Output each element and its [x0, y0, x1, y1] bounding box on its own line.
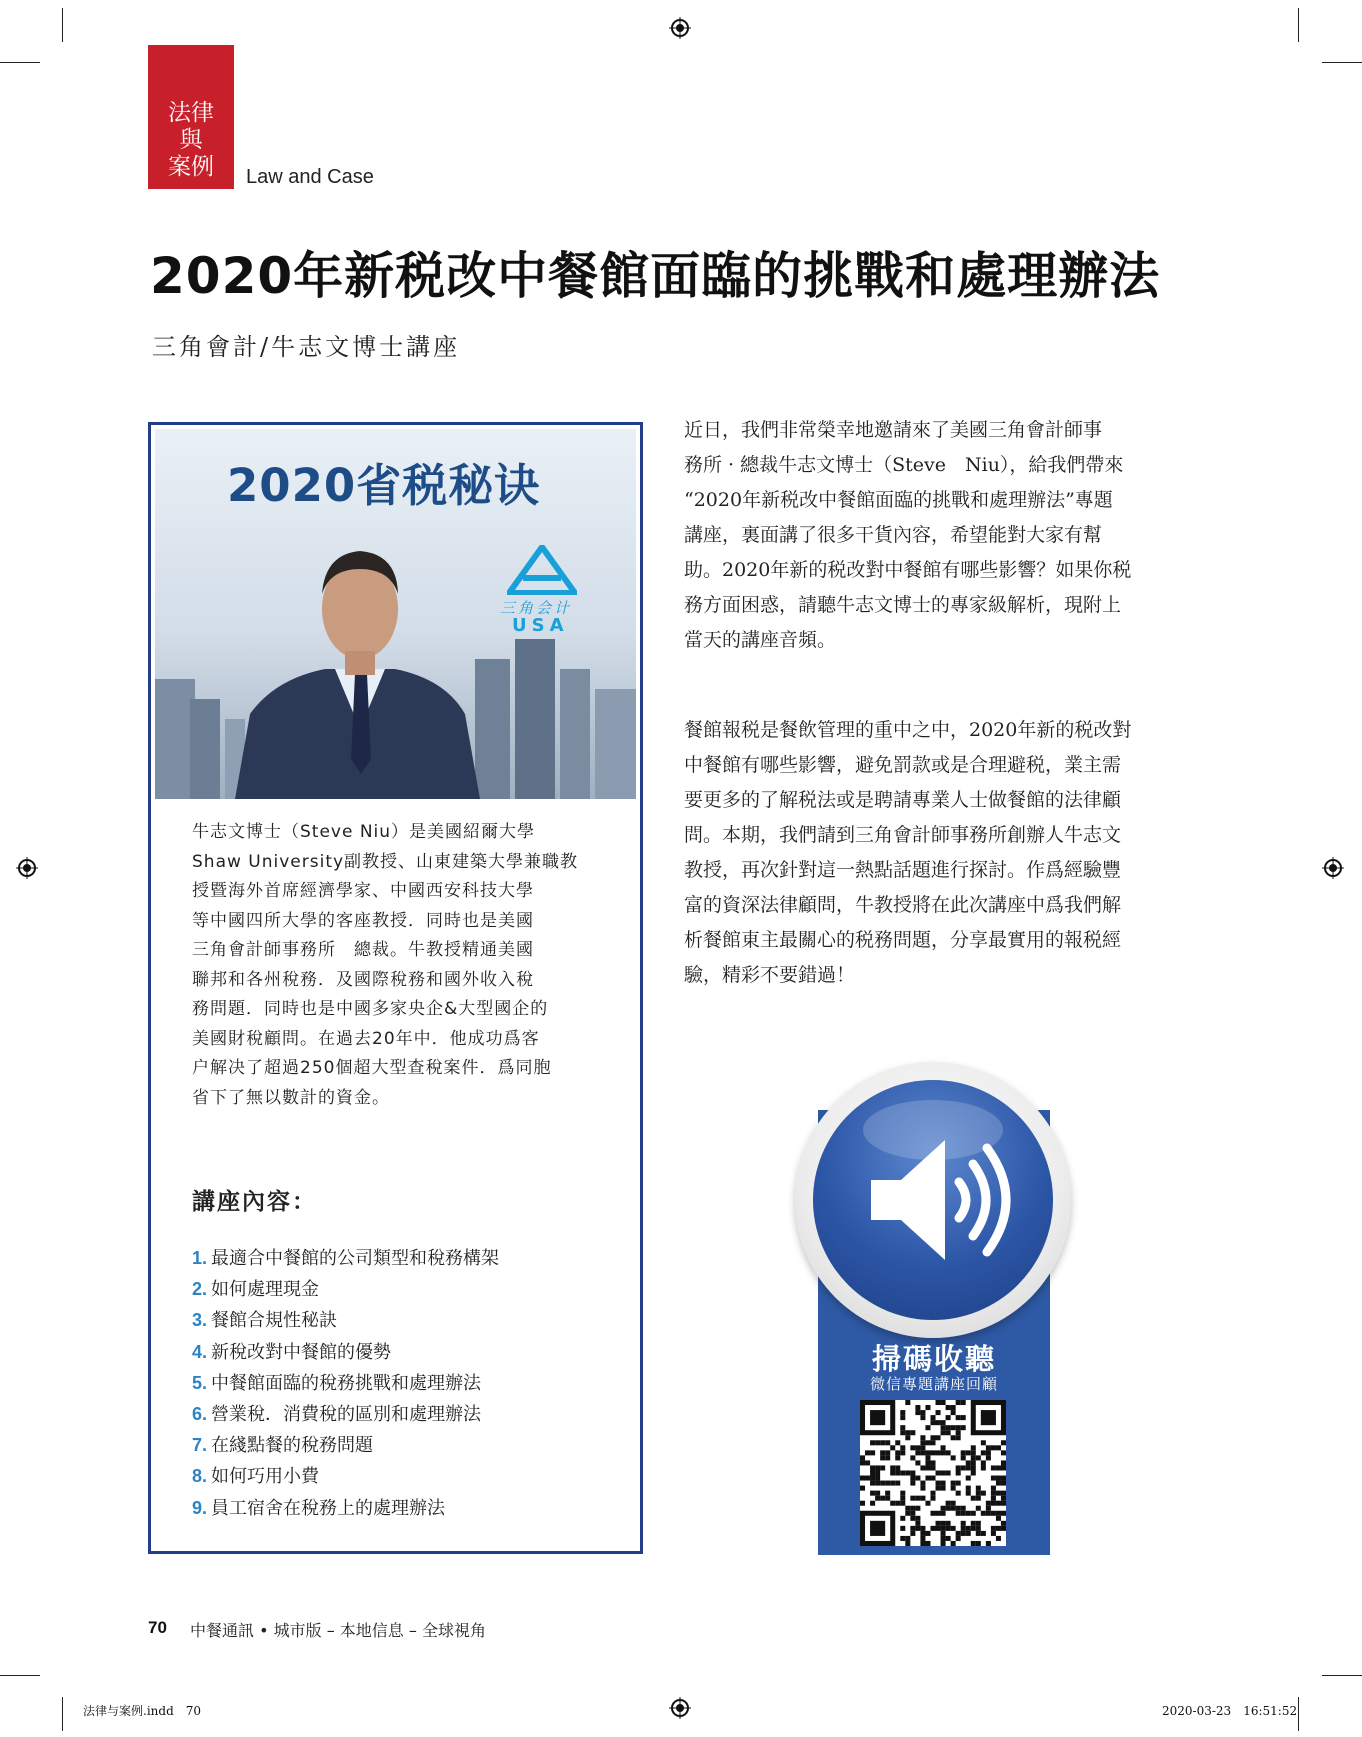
- section-tag-line: 案例: [168, 154, 214, 180]
- page-number: 70: [148, 1618, 167, 1637]
- topic-text: 餐館合規性秘訣: [211, 1310, 338, 1332]
- print-slug-file: 法律与案例.indd 70: [83, 1704, 202, 1718]
- speaker-icon: [813, 1080, 1053, 1320]
- bio-line: 户解决了超過250個超大型查稅案件．爲同胞: [192, 1058, 552, 1078]
- bio-line: Shaw University副教授、山東建築大學兼職教: [192, 851, 579, 872]
- bio-line: 三角會計師事務所 總裁。牛教授精通美國: [192, 940, 534, 960]
- topic-text: 如何巧用小費: [211, 1466, 320, 1488]
- intro-line: 務方面困惑，請聽牛志文博士的專家級解析，現附上: [684, 594, 1122, 616]
- topic-number: 2.: [192, 1279, 208, 1300]
- list-item: [192, 1431, 499, 1462]
- section-tag-line: 與: [179, 127, 203, 153]
- topic-number: 1.: [192, 1248, 208, 1268]
- topic-number: 5.: [192, 1372, 208, 1393]
- intro-line: 近日，我們非常榮幸地邀請來了美國三角會計師事: [684, 419, 1103, 441]
- section-tag: [148, 45, 234, 189]
- list-item: [192, 1275, 499, 1306]
- speaker-photo: [155, 429, 636, 799]
- article-headline: 2020年新税改中餐館面臨的挑戰和處理辦法: [150, 247, 1161, 305]
- lecture-topic-list: [192, 1244, 499, 1525]
- bio-line: 務問題．同時也是中國多家央企&大型國企的: [192, 999, 549, 1019]
- crop-mark: [0, 62, 40, 63]
- print-slug-timestamp: 2020-03-23 16:51:52: [1162, 1704, 1298, 1718]
- intro-line: 問。本期，我們請到三角會計師事務所創辦人牛志文: [684, 824, 1122, 846]
- bio-line: 美國財稅顧問。在過去20年中．他成功爲客: [192, 1028, 540, 1049]
- intro-line: 驗，精彩不要錯過！: [684, 964, 856, 986]
- topic-text: 員工宿舍在稅務上的處理辦法: [211, 1497, 446, 1519]
- registration-mark-icon: [16, 857, 38, 879]
- list-item: [192, 1400, 499, 1431]
- registration-mark-icon: [1322, 857, 1344, 879]
- list-item: [192, 1338, 499, 1369]
- topic-text: 新稅改對中餐館的優勢: [211, 1341, 392, 1363]
- audio-badge-inner[interactable]: [813, 1080, 1053, 1320]
- registration-mark-icon: [669, 1697, 691, 1719]
- intro-line: 當天的講座音頻。: [684, 629, 837, 651]
- crop-mark: [62, 1697, 63, 1731]
- list-item: [192, 1306, 499, 1337]
- section-english-label: Law and Case: [246, 166, 374, 188]
- list-item: [192, 1369, 499, 1400]
- list-item: [192, 1462, 499, 1493]
- intro-line: 務所 · 總裁牛志文博士（Steve Niu），給我們帶來: [684, 454, 1124, 476]
- speaker-bio: [192, 818, 612, 1113]
- topic-text: 在綫點餐的稅務問題: [211, 1435, 374, 1457]
- list-item: [192, 1244, 499, 1275]
- intro-line: 要更多的了解税法或是聘請專業人士做餐館的法律顧: [684, 789, 1122, 811]
- intro-line: 富的資深法律顧問，牛教授將在此次講座中爲我們解: [684, 894, 1122, 916]
- intro-line: 助。2020年新的税改對中餐館有哪些影響？如果你税: [684, 559, 1132, 581]
- photo-title: 2020省税秘诀: [227, 459, 541, 512]
- crop-mark: [1322, 62, 1362, 63]
- bio-line: 省下了無以數計的資金。: [192, 1087, 390, 1108]
- bio-line: 牛志文博士（Steve Niu）是美國紹爾大學: [192, 822, 536, 842]
- intro-paragraph-2: [684, 713, 1184, 993]
- qr-code-icon: [860, 1400, 1006, 1546]
- crop-mark: [1322, 1675, 1362, 1676]
- firm-logo-cn: 三角会计: [500, 599, 573, 617]
- intro-line: 講座，裏面講了很多干貨內容，希望能對大家有幫: [684, 524, 1103, 546]
- bio-line: 等中國四所大學的客座教授．同時也是美國: [192, 910, 534, 931]
- topic-text: 營業稅．消費稅的區別和處理辦法: [211, 1403, 482, 1425]
- topic-text: 如何處理現金: [211, 1279, 320, 1301]
- topic-text: 中餐館面臨的稅務挑戰和處理辦法: [211, 1372, 482, 1394]
- intro-paragraph-1: [684, 413, 1184, 658]
- firm-logo-icon: [507, 545, 577, 595]
- section-tag-line: 法律: [168, 100, 214, 126]
- crop-mark: [0, 1675, 40, 1676]
- crop-mark: [1298, 8, 1299, 42]
- topic-number: 4.: [192, 1341, 208, 1362]
- scan-to-listen-title: 掃碼收聽: [871, 1342, 996, 1376]
- qr-code[interactable]: [860, 1400, 1006, 1546]
- lecture-heading: 講座內容：: [192, 1189, 317, 1215]
- intro-line: 析餐館東主最關心的税務問題，分享最實用的報税經: [684, 929, 1122, 951]
- topic-number: 8.: [192, 1466, 208, 1487]
- crop-mark: [62, 8, 63, 42]
- topic-text: 最適合中餐館的公司類型和稅務構架: [211, 1248, 500, 1269]
- bio-line: 授暨海外首席經濟學家、中國西安科技大學: [192, 881, 534, 901]
- bio-line: 聯邦和各州稅務．及國際稅務和國外收入稅: [192, 969, 534, 990]
- topic-number: 9.: [192, 1497, 208, 1518]
- firm-logo-en: USA: [512, 615, 569, 636]
- intro-line: “2020年新税改中餐館面臨的挑戰和處理辦法”專題: [684, 489, 1113, 511]
- topic-number: 6.: [192, 1403, 208, 1424]
- topic-number: 7.: [192, 1435, 208, 1456]
- magazine-footer: 中餐通訊 • 城市版 – 本地信息 – 全球視角: [190, 1621, 486, 1640]
- intro-line: 教授，再次針對這一熱點話題進行探討。作爲經驗豐: [684, 859, 1122, 881]
- intro-line: 餐館報税是餐飲管理的重中之中，2020年新的税改對: [684, 719, 1132, 741]
- registration-mark-icon: [669, 17, 691, 39]
- article-byline: 三角會計/牛志文博士講座: [152, 333, 461, 361]
- list-item: [192, 1494, 499, 1525]
- crop-mark: [1298, 1697, 1299, 1731]
- scan-to-listen-subtitle: 微信專題講座回顧: [869, 1375, 998, 1393]
- intro-line: 中餐館有哪些影響，避免罰款或是合理避税，業主需: [684, 754, 1122, 776]
- topic-number: 3.: [192, 1310, 208, 1331]
